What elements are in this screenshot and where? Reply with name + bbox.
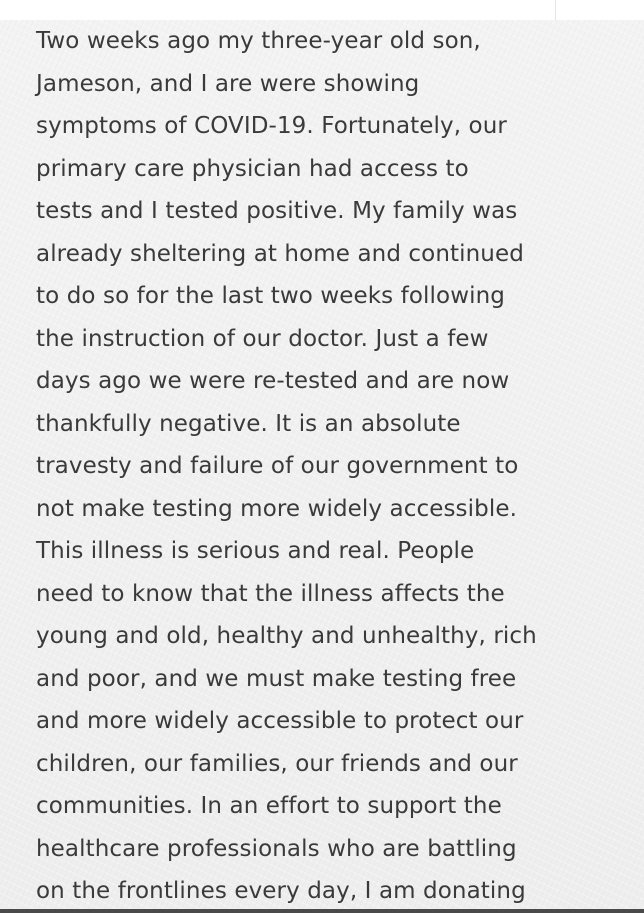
note-line-5: tests and I tested positive. My family was	[36, 198, 518, 224]
note-line-7: to do so for the last two weeks following	[36, 283, 505, 309]
note-line-2: Jameson, and I are were showing	[36, 70, 420, 97]
note-line-11: travesty and failure of our government to	[36, 453, 519, 479]
note-line-19: communities. In an effort to support the	[36, 793, 502, 819]
note-line-14: need to know that the illness affects the	[36, 580, 505, 607]
top-strip	[0, 0, 644, 20]
bottom-bar	[0, 909, 644, 913]
note-line-13: This illness is serious and real. People	[36, 538, 475, 564]
note-line-9: days ago we were re-tested and are now	[36, 368, 510, 394]
note-line-16: and poor, and we must make testing free	[36, 665, 517, 692]
note-line-18: children, our families, our friends and our	[36, 750, 518, 777]
note-line-21: on the frontlines every day, I am donating	[36, 878, 526, 904]
note-line-17: and more widely accessible to protect our	[36, 708, 524, 734]
note-line-6: already sheltering at home and continued	[36, 240, 524, 267]
note-line-1: Two weeks ago my three-year old son,	[36, 28, 481, 54]
note-line-3: symptoms of COVID-19. Fortunately, our	[36, 113, 507, 139]
note-line-10: thankfully negative. It is an absolute	[36, 410, 461, 437]
note-line-20: healthcare professionals who are battling	[36, 835, 517, 862]
top-strip-edge	[555, 0, 644, 20]
note-text	[36, 20, 636, 909]
note-line-12: not make testing more widely accessible.	[36, 495, 517, 522]
note-line-15: young and old, healthy and unhealthy, rich	[36, 623, 537, 649]
note-line-4: primary care physician had access to	[36, 155, 469, 182]
note-line-8: the instruction of our doctor. Just a few	[36, 325, 489, 352]
note-paper	[0, 20, 644, 909]
